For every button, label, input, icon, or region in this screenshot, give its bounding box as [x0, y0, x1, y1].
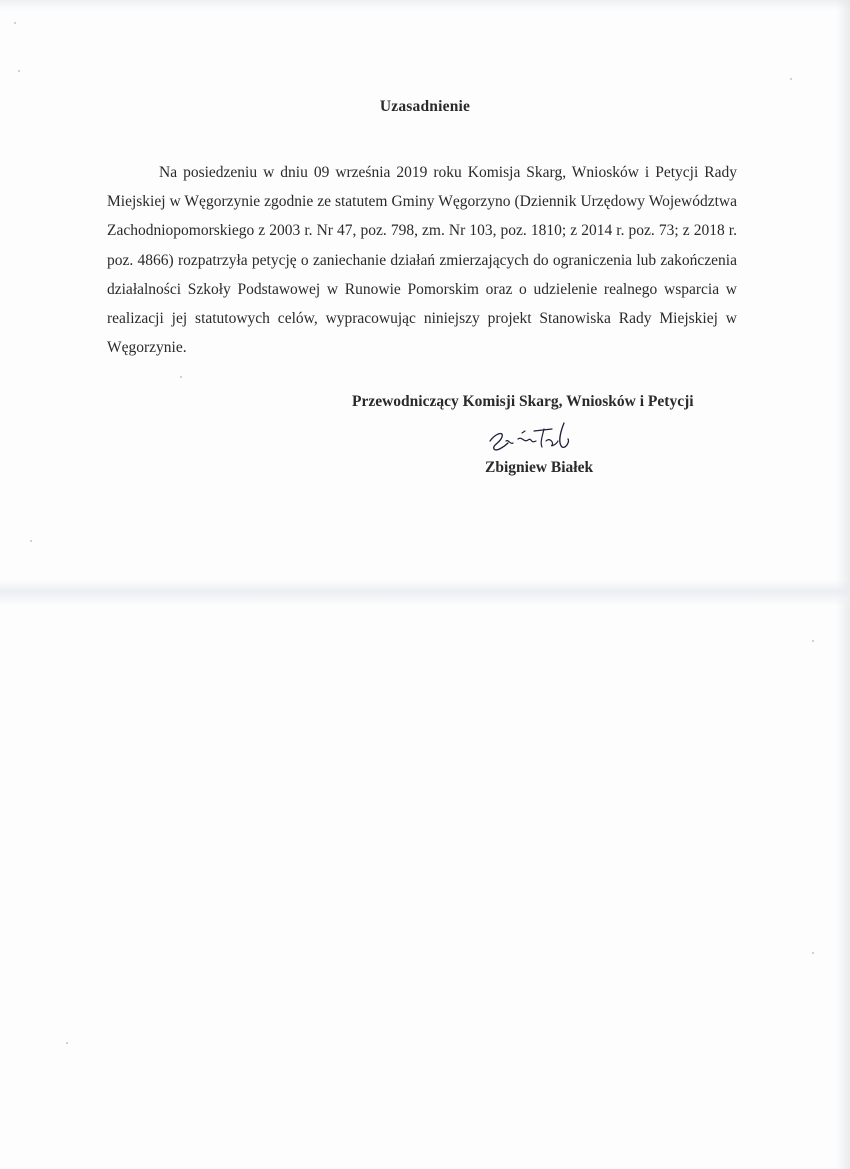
scan-speck	[14, 22, 16, 24]
scan-speck	[30, 540, 32, 542]
signatory-role: Przewodniczący Komisji Skarg, Wniosków i Petycji	[352, 393, 694, 410]
document-title	[0, 98, 850, 116]
scan-speck	[180, 376, 182, 378]
scan-speck	[18, 70, 20, 72]
document-title-text: Uzasadnienie	[379, 98, 471, 115]
justification-paragraph: Na posiedzeniu w dniu 09 września 2019 roku Komisja Skarg, Wniosków i Petycji Rady Miejskiej w Węgorzynie zgodnie ze statutem Gminy Węgorzyno (Dziennik Urzędowy Województwa Zachodniopomorskiego z 2003 r. Nr 47, poz. 798, zm. Nr 103, poz. 1810; z 2014 r. poz. 73; z 2018 r. poz. 4866) rozpatrzyła petycję o zaniechanie działań zmierzających do ograniczenia lub zakończenia działalności Szkoły Podstawowej w Runowie Pomorskim oraz o udzielenie realnego wsparcia w realizacji jej statutowych celów, wypracowując niniejszy projekt Stanowiska Rady Miejskiej w Węgorzynie.	[107, 164, 737, 357]
scan-edge-top	[0, 0, 850, 10]
signatory-name: Zbigniew Białek	[485, 459, 594, 476]
handwritten-signature-icon	[482, 419, 592, 459]
scan-speck	[66, 1042, 68, 1044]
scan-speck	[812, 640, 814, 642]
scan-speck	[812, 952, 814, 954]
signature-block	[352, 393, 742, 476]
paper-fold-mark	[0, 580, 850, 606]
scan-speck	[790, 78, 792, 80]
